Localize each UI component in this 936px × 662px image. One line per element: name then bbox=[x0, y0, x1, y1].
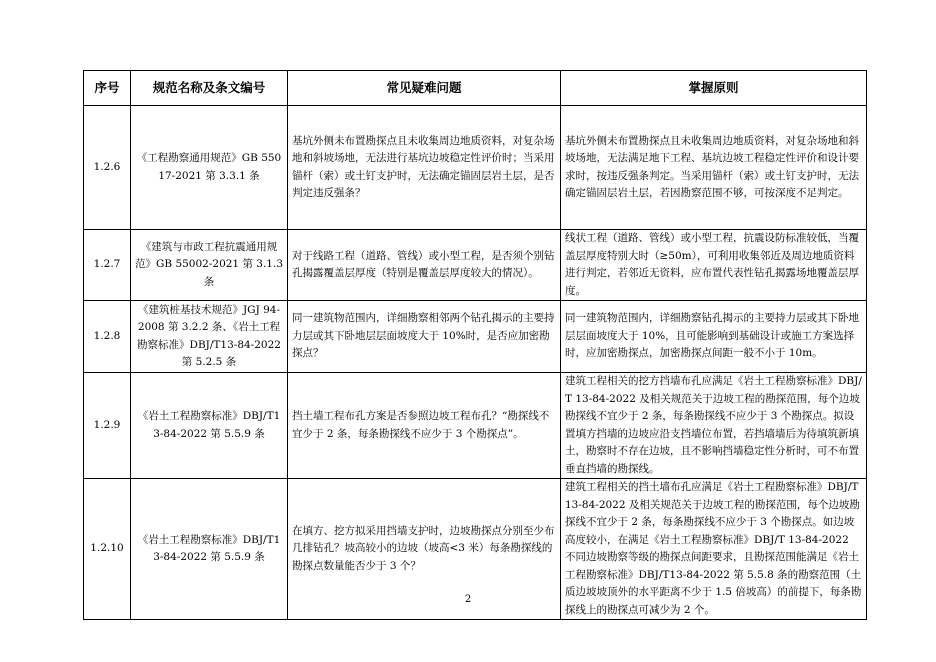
row-no: 1.2.10 bbox=[84, 479, 131, 620]
row-question: 同一建筑物范围内，详细勘察相邻两个钻孔揭示的主要持力层或其下卧地层层面坡度大于 10%时，是否应加密勘探点？ bbox=[288, 301, 561, 373]
table-row bbox=[84, 106, 867, 230]
row-no: 1.2.7 bbox=[84, 230, 131, 301]
table-row bbox=[84, 301, 867, 373]
row-no: 1.2.9 bbox=[84, 373, 131, 479]
row-code: 《工程勘察通用规范》GB 55017-2021 第 3.3.1 条 bbox=[131, 106, 288, 230]
regulation-table bbox=[83, 70, 867, 620]
row-question: 对于线路工程（道路、管线）或小型工程，是否须个别钻孔揭露覆盖层厚度（特别是覆盖层厚度较大的情况）。 bbox=[288, 230, 561, 301]
row-question: 基坑外侧未布置勘探点且未收集周边地质资料，对复杂场地和斜坡场地，无法进行基坑边坡稳定性评价时；当采用锚杆（索）或土钉支护时，无法确定锚固层岩土层，是否判定违反强条？ bbox=[288, 106, 561, 230]
row-principle: 建筑工程相关的挡土墙布孔应满足《岩土工程勘察标准》DBJ/T 13-84-2022 及相关规范关于边坡工程的勘探范围，每个边坡勘探线不宜少于 2 条，每条勘探线不应少于 3 个勘探点。如边坡高度较小，在满足《岩土工程勘察标准》DBJ/T 13-84-2022 不同边坡勘察等级的勘探点间距要求，且勘探范围能满足《岩土工程勘察标准》DBJ/T13-84-2022 第 5.5.8 条的勘察范围（土质边坡坡顶外的水平距离不少于 1.5 倍坡高）的前提下，每条勘探线上的勘探点可减少为 2 个。 bbox=[561, 479, 867, 620]
row-principle: 建筑工程相关的挖方挡墙布孔应满足《岩土工程勘察标准》DBJ/T 13-84-2022 及相关规范关于边坡工程的勘探范围，每个边坡勘探线不宜少于 2 条，每条勘探线不应少于 3 个勘探点。拟设置填方挡墙的边坡应沿支挡墙位布置，若挡墙墙后为待填筑新填土，勘察时不存在边坡，且不影响挡墙稳定性分析时，可不布置垂直挡墙的勘探线。 bbox=[561, 373, 867, 479]
header-principle: 掌握原则 bbox=[561, 71, 867, 106]
row-no: 1.2.8 bbox=[84, 301, 131, 373]
table-header-row bbox=[84, 71, 867, 106]
header-no: 序号 bbox=[84, 71, 131, 106]
row-principle: 同一建筑物范围内，详细勘察钻孔揭示的主要持力层或其下卧地层层面坡度大于 10%，且可能影响到基础设计或施工方案选择时，应加密勘探点，加密勘探点间距一般不小于 10m。 bbox=[561, 301, 867, 373]
row-principle: 线状工程（道路、管线）或小型工程，抗震设防标准较低，当覆盖层厚度特别大时（≥50m），可利用收集邻近及周边地质资料进行判定，若邻近无资料，应布置代表性钻孔揭露场地覆盖层厚度。 bbox=[561, 230, 867, 301]
table-row bbox=[84, 373, 867, 479]
row-question: 在填方、挖方拟采用挡墙支护时，边坡勘探点分别至少布几排钻孔？坡高较小的边坡（坡高<3 米）每条勘探线的勘探点数量能否少于 3 个？ bbox=[288, 479, 561, 620]
row-no: 1.2.6 bbox=[84, 106, 131, 230]
row-code: 《建筑桩基技术规范》JGJ 94-2008 第 3.2.2 条、《岩土工程勘察标准》DBJ/T13-84-2022 第 5.2.5 条 bbox=[131, 301, 288, 373]
page-number: 2 bbox=[464, 594, 472, 605]
row-code: 《岩土工程勘察标准》DBJ/T13-84-2022 第 5.5.9 条 bbox=[131, 373, 288, 479]
row-code: 《建筑与市政工程抗震通用规范》GB 55002-2021 第 3.1.3 条 bbox=[131, 230, 288, 301]
header-code: 规范名称及条文编号 bbox=[131, 71, 288, 106]
table-row bbox=[84, 230, 867, 301]
row-code: 《岩土工程勘察标准》DBJ/T13-84-2022 第 5.5.9 条 bbox=[131, 479, 288, 620]
row-principle: 基坑外侧未布置勘探点且未收集周边地质资料，对复杂场地和斜坡场地，无法满足地下工程、基坑边坡工程稳定性评价和设计要求时，按违反强条判定。当采用锚杆（索）或土钉支护时，无法确定锚固层岩土层，若因勘察范围不够，可按深度不足判定。 bbox=[561, 106, 867, 230]
header-question: 常见疑难问题 bbox=[288, 71, 561, 106]
row-question: 挡土墙工程布孔方案是否参照边坡工程布孔？“勘探线不宜少于 2 条，每条勘探线不应少于 3 个勘探点”。 bbox=[288, 373, 561, 479]
